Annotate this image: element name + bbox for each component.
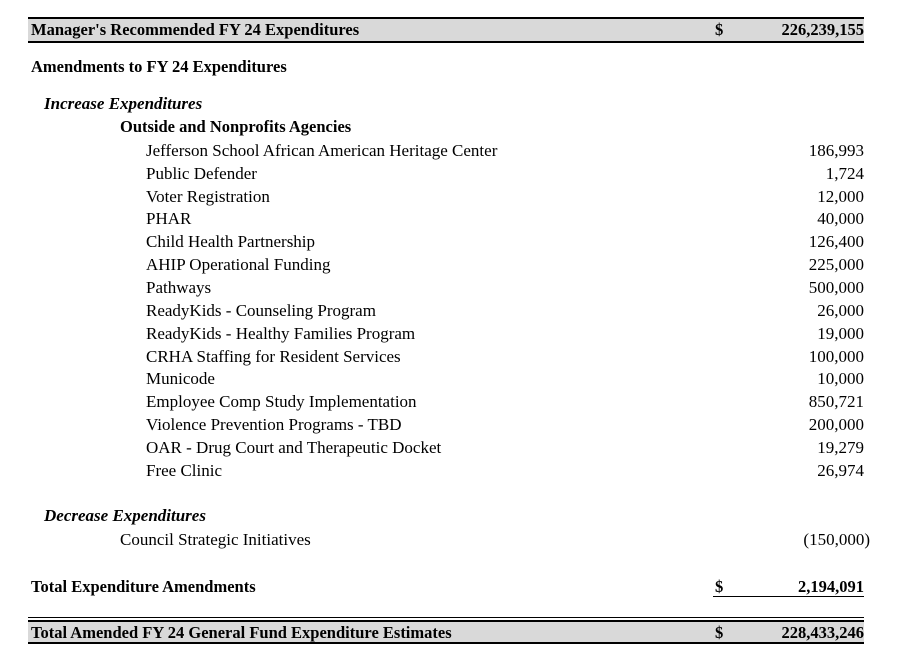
list-item-amount: 19,000 <box>817 324 864 343</box>
list-item-label: Free Clinic <box>146 461 223 480</box>
list-item-amount: 12,000 <box>817 187 864 206</box>
list-item-label: Child Health Partnership <box>146 232 316 251</box>
list-item-label: Violence Prevention Programs - TBD <box>146 415 402 434</box>
manager-recommended-amount: 226,239,155 <box>781 20 864 39</box>
manager-recommended-currency: $ <box>715 20 724 39</box>
list-item-amount: 40,000 <box>817 209 864 228</box>
total-amendments-amount: 2,194,091 <box>798 577 864 596</box>
list-item-amount: 26,974 <box>817 461 864 480</box>
increase-subheading: Outside and Nonprofits Agencies <box>120 117 352 136</box>
list-item-amount: 850,721 <box>808 392 864 411</box>
list-item-amount: 1,724 <box>825 164 864 183</box>
list-item-label: Voter Registration <box>146 187 270 206</box>
list-item-amount: 186,993 <box>808 141 864 160</box>
total-amended-currency: $ <box>715 623 724 642</box>
total-amendments-label: Total Expenditure Amendments <box>31 577 256 596</box>
list-item-amount: 100,000 <box>808 347 864 366</box>
list-item-label: Public Defender <box>146 164 257 183</box>
final-total-top-rule-1 <box>28 617 864 618</box>
list-item-amount: 19,279 <box>817 438 864 457</box>
increase-heading: Increase Expenditures <box>44 94 203 113</box>
list-item-label: CRHA Staffing for Resident Services <box>146 347 401 366</box>
decrease-heading: Decrease Expenditures <box>44 506 206 525</box>
list-item-amount: 200,000 <box>808 415 864 434</box>
list-item-amount: (150,000) <box>803 530 870 549</box>
total-amended-amount: 228,433,246 <box>781 623 864 642</box>
list-item-amount: 126,400 <box>808 232 864 251</box>
list-item-label: Employee Comp Study Implementation <box>146 392 417 411</box>
total-amended-label: Total Amended FY 24 General Fund Expenditure Estimates <box>31 623 452 642</box>
manager-recommended-label: Manager's Recommended FY 24 Expenditures <box>31 20 360 39</box>
list-item-label: PHAR <box>146 209 192 228</box>
list-item-label: AHIP Operational Funding <box>146 255 331 274</box>
header-bottom-rule <box>28 41 864 43</box>
amendments-title: Amendments to FY 24 Expenditures <box>31 57 287 76</box>
list-item-label: ReadyKids - Healthy Families Program <box>146 324 416 343</box>
list-item-amount: 10,000 <box>817 369 864 388</box>
total-amendments-currency: $ <box>715 577 724 596</box>
list-item-label: ReadyKids - Counseling Program <box>146 301 376 320</box>
total-amendments-underline <box>713 596 864 597</box>
list-item-label: Council Strategic Initiatives <box>120 530 311 549</box>
list-item-amount: 225,000 <box>808 255 864 274</box>
list-item-label: Pathways <box>146 278 212 297</box>
list-item-label: Municode <box>146 369 215 388</box>
list-item-label: Jefferson School African American Heritage Center <box>146 141 498 160</box>
list-item-label: OAR - Drug Court and Therapeutic Docket <box>146 438 442 457</box>
list-item-amount: 500,000 <box>808 278 864 297</box>
list-item-amount: 26,000 <box>817 301 864 320</box>
